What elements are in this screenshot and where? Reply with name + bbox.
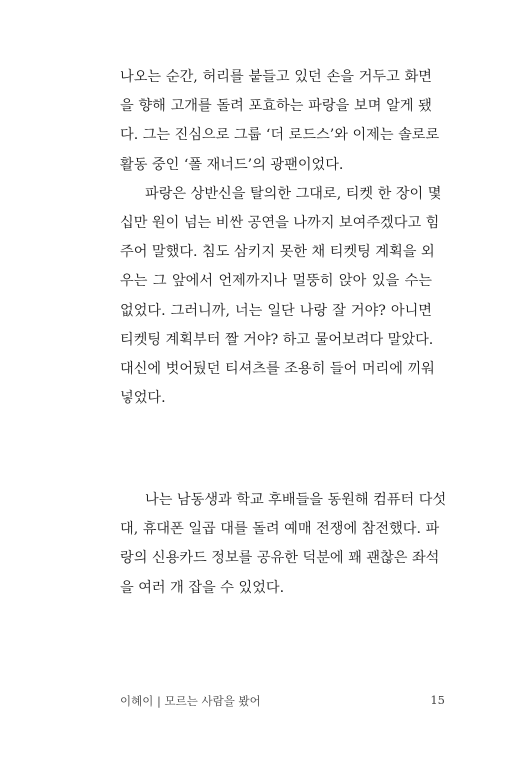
text-line: 나는 남동생과 학교 후배들을 동원해 컴퓨터 다섯	[145, 492, 447, 508]
paragraph-block-2	[120, 486, 447, 603]
text-line: 우는 그 앞에서 언제까지나 멀뚱히 앉아 있을 수는	[120, 273, 432, 290]
text-line: 넣었다.	[120, 390, 166, 407]
text-line: 티켓팅 계획부터 짤 거야? 하고 물어보려다 말았다.	[120, 331, 434, 348]
text-line: 을 향해 고개를 돌려 포효하는 파랑을 보며 알게 됐	[120, 98, 432, 115]
text-line: 을 여러 개 잡을 수 있었다.	[120, 579, 285, 596]
text-line: 대신에 벗어뒀던 티셔츠를 조용히 들어 머리에 끼워	[120, 360, 435, 377]
text-line: 나오는 순간, 허리를 붙들고 있던 손을 거두고 화면	[120, 69, 432, 85]
page-number: 15	[430, 693, 445, 707]
text-line: 활동 중인 ‘폴 재너드’의 광팬이었다.	[120, 156, 344, 173]
text-line: 대, 휴대폰 일곱 대를 돌려 예매 전쟁에 참전했다. 파	[120, 521, 440, 538]
running-footer-title: 이혜이 | 모르는 사람을 봤어	[120, 694, 261, 708]
text-line: 십만 원이 넘는 비싼 공연을 나까지 보여주겠다고 힘	[120, 214, 440, 231]
text-line: 주어 말했다. 침도 삼키지 못한 채 티켓팅 계획을 외	[120, 244, 435, 261]
text-line: 파랑은 상반신을 탈의한 그대로, 티켓 한 장이 몇	[145, 185, 442, 202]
text-line: 랑의 신용카드 정보를 공유한 덕분에 꽤 괜찮은 좌석	[120, 550, 440, 567]
text-line: 다. 그는 진심으로 그룹 ‘더 로드스’와 이제는 솔로로	[120, 127, 440, 144]
paragraph-block-1	[120, 63, 442, 413]
page-footer	[120, 693, 445, 713]
text-line: 없었다. 그러니까, 너는 일단 나랑 잘 거야? 아니면	[120, 302, 432, 319]
